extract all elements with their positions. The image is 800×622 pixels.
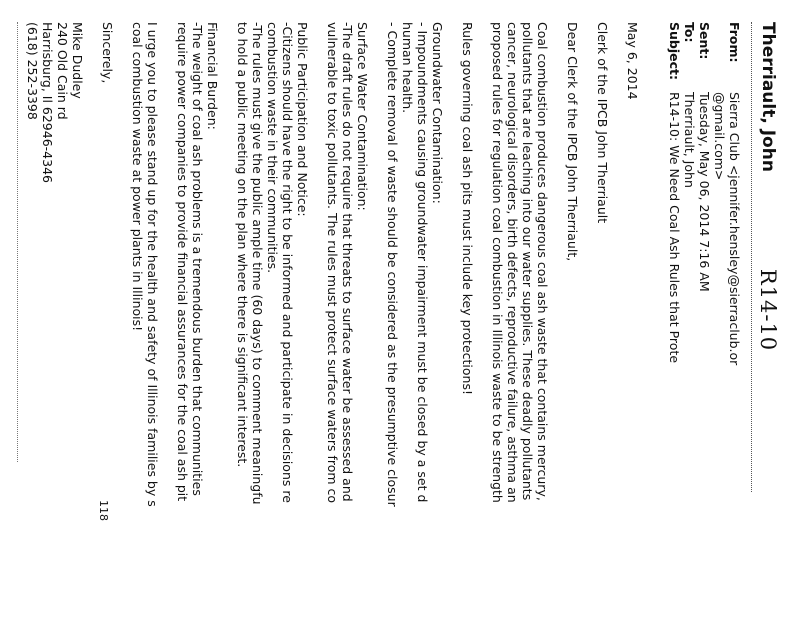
public-participation-heading: Public Participation and Notice:: [295, 22, 310, 217]
intro-line: Coal combustion produces dangerous coal ash waste that contains mercury,: [535, 22, 550, 501]
groundwater-line: - Impoundments causing groundwater impairment must be closed by a set d: [415, 22, 430, 503]
to-value: Therriault, John: [682, 92, 697, 188]
financial-section: [175, 22, 220, 622]
header-row-sent: [697, 22, 712, 612]
letter-recipient: Clerk of the IPCB John Therriault: [595, 22, 610, 224]
signature-street: 240 Old Cain rd: [55, 22, 70, 120]
public-participation-line: combustion waste in their communities.: [265, 22, 280, 274]
surface-water-heading: Surface Water Contamination:: [355, 22, 370, 211]
intro-line: pollutants that are leaching into our water supplies. These deadly pollutants: [520, 22, 535, 501]
closing-plea-line: coal combustion waste at power plants in Illinois!: [130, 22, 145, 332]
surface-water-section: [325, 22, 370, 622]
groundwater-line: human health.: [400, 22, 415, 114]
from-value: Sierra Club <jennifer.hensley@sierraclub.or: [727, 92, 742, 366]
intro-line: cancer, neurological disorders, birth defects, reproductive failure, asthma an: [505, 22, 520, 503]
header-row-subject: [667, 22, 682, 612]
sent-label: Sent:: [697, 22, 712, 60]
header-row-from: [727, 22, 742, 612]
groundwater-line: - Complete removal of waste should be considered as the presumptive closur: [385, 22, 400, 507]
letter-salutation: Dear Clerk of the IPCB John Therriault,: [565, 22, 580, 262]
sender-name-heading: Therriault, John: [758, 22, 778, 172]
signoff: Sincerely,: [100, 22, 115, 84]
financial-heading: Financial Burden:: [205, 22, 220, 130]
header-row-from-cont: [712, 22, 727, 612]
public-participation-line: -The rules must give the public ample time (60 days) to comment meaningfu: [250, 22, 265, 505]
financial-line: -The weight of coal ash problems is a tremendous burden that communities: [190, 22, 205, 496]
closing-plea: [130, 22, 160, 622]
rules-intro: Rules governing coal ash pits must include key protections!: [460, 22, 475, 395]
from-label-spacer: [712, 22, 727, 92]
letter-date: May 6, 2014: [625, 22, 640, 100]
signature-phone: (618) 252-3398: [25, 22, 40, 120]
docket-stamp: R14-10: [756, 268, 780, 352]
financial-line: require power companies to provide financial assurances for the coal ash pit: [175, 22, 190, 502]
signature-city: Harrisburg, Il 62946-4346: [40, 22, 55, 183]
groundwater-section: [385, 22, 445, 622]
closing-plea-line: I urge you to please stand up for the health and safety of Illinois families by s: [145, 22, 160, 507]
from-value-cont: @gmail.com>: [712, 92, 727, 181]
heading-divider: [751, 22, 752, 492]
email-header: [667, 22, 742, 612]
subject-label: Subject:: [667, 22, 682, 80]
surface-water-line: -The draft rules do not require that threats to surface water be assessed and: [340, 22, 355, 502]
public-participation-line: to hold a public meeting on the plan where there is significant interest.: [235, 22, 250, 468]
subject-value: R14-10: We Need Coal Ash Rules that Prote: [667, 92, 682, 364]
surface-water-line: vulnerable to toxic pollutants. The rules must protect surface waters from co: [325, 22, 340, 504]
intro-line: proposed rules for regulation coal combustion in Illinois waste to be strength: [490, 22, 505, 503]
intro-paragraph: [490, 22, 550, 622]
signature-name: Mike Dudley: [70, 22, 85, 99]
letter-body: [10, 22, 640, 622]
groundwater-heading: Groundwater Contamination:: [430, 22, 445, 204]
page-number: 118: [97, 500, 110, 521]
to-label: To:: [682, 22, 697, 43]
sent-value: Tuesday, May 06, 2014 7:16 AM: [697, 92, 712, 292]
footer-divider: [17, 22, 18, 462]
signature-block: [25, 22, 85, 622]
public-participation-line: -Citizens should have the right to be informed and participate in decisions re: [280, 22, 295, 503]
from-label: From:: [727, 22, 742, 63]
public-participation-section: [235, 22, 310, 622]
header-row-to: [682, 22, 697, 612]
